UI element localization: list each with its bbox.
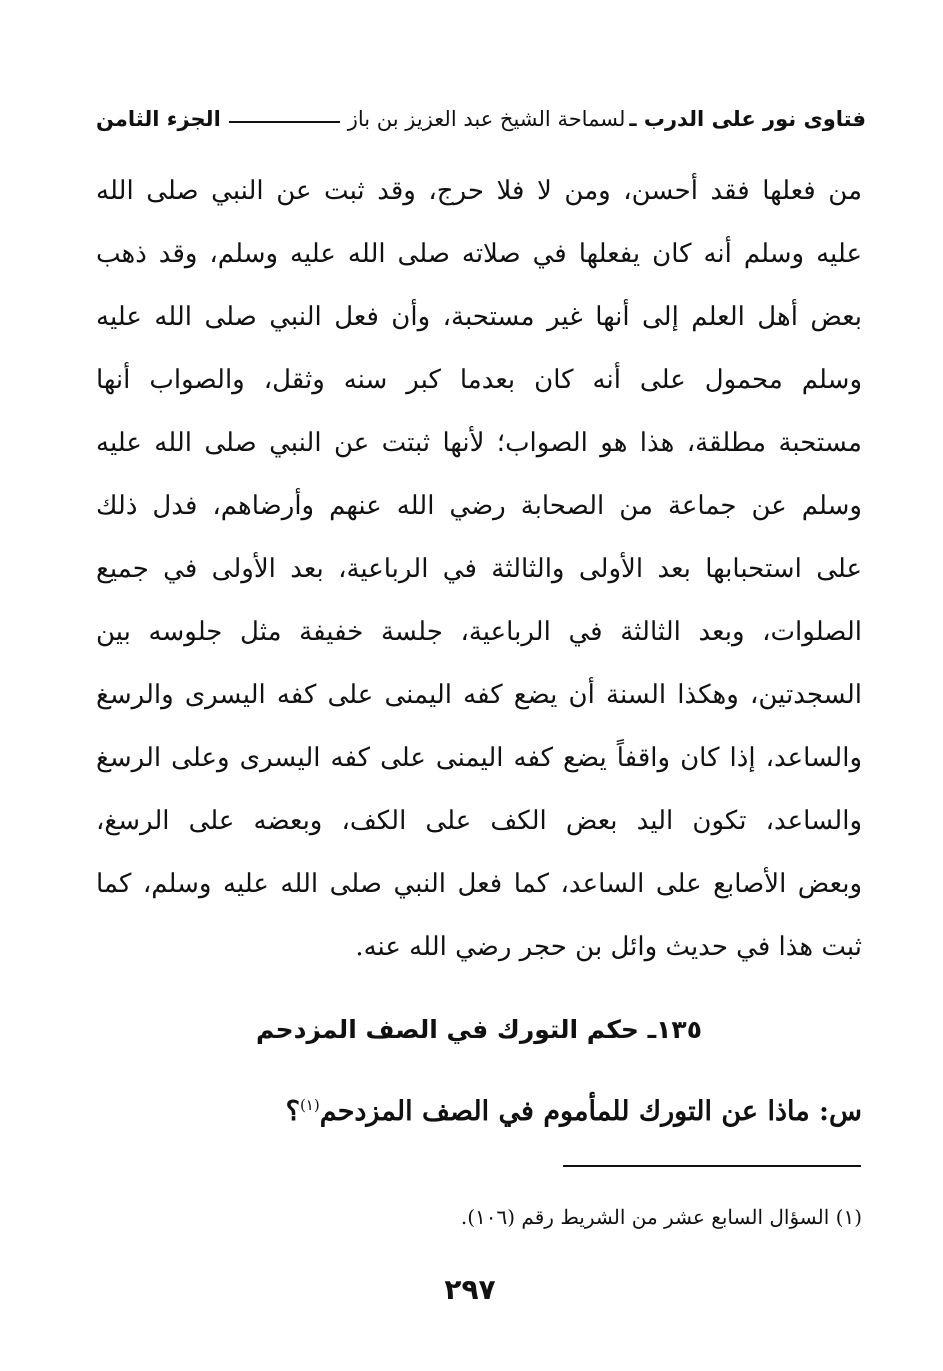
body-line: والساعد، تكون اليد بعض الكف على الكف، وبعضه على الرسغ، <box>96 806 862 836</box>
body-line: عليه وسلم أنه كان يفعلها في صلاته صلى الله عليه وسلم، وقد ذهب <box>96 239 862 269</box>
footnote: (١) السؤال السابع عشر من الشريط رقم (١٠٦). <box>460 1205 862 1229</box>
body-line: من فعلها فقد أحسن، ومن لا فلا حرج، وقد ثبت عن النبي صلى الله <box>96 176 862 206</box>
body-line: مستحبة مطلقة، هذا هو الصواب؛ لأنها ثبتت عن النبي صلى الله عليه <box>96 428 862 458</box>
header-divider <box>229 121 340 123</box>
question-mark: ؟ <box>285 1096 300 1127</box>
body-line: وسلم عن جماعة من الصحابة رضي الله عنهم وأرضاهم، فدل ذلك <box>96 491 862 521</box>
section-heading: ١٣٥ـ حكم التورك في الصف المزدحم <box>256 1015 702 1044</box>
volume-part: الجزء الثامن <box>96 107 221 131</box>
footnote-divider <box>563 1165 861 1167</box>
body-line: وسلم محمول على أنه كان بعدما كبر سنه وثقل، والصواب أنها <box>96 365 862 395</box>
body-paragraph <box>96 160 862 979</box>
question <box>96 1080 862 1137</box>
running-header <box>96 101 866 137</box>
body-line: والساعد، إذا كان واقفاً يضع كفه اليمنى على كفه اليسرى وعلى الرسغ <box>96 743 862 773</box>
book-title: فتاوى نور على الدرب ـ <box>629 107 866 131</box>
question-text: س: ماذا عن التورك للمأموم في الصف المزدحم <box>319 1096 862 1127</box>
body-line: الصلوات، وبعد الثالثة في الرباعية، جلسة خفيفة مثل جلوسه بين <box>96 617 862 647</box>
footnote-ref: (١) <box>299 1096 320 1114</box>
body-line: على استحبابها بعد الأولى والثالثة في الرباعية، بعد الأولى في جميع <box>96 554 862 584</box>
body-line: بعض أهل العلم إلى أنها غير مستحبة، وأن فعل النبي صلى الله عليه <box>96 302 862 332</box>
body-line: وبعض الأصابع على الساعد، كما فعل النبي صلى الله عليه وسلم، كما <box>96 869 862 899</box>
body-line: السجدتين، وهكذا السنة أن يضع كفه اليمنى على كفه اليسرى والرسغ <box>96 680 862 710</box>
author-name: لسماحة الشيخ عبد العزيز بن باز <box>347 107 626 131</box>
body-line: ثبت هذا في حديث وائل بن حجر رضي الله عنه. <box>355 932 862 962</box>
page-number: ٢٩٧ <box>444 1273 496 1306</box>
